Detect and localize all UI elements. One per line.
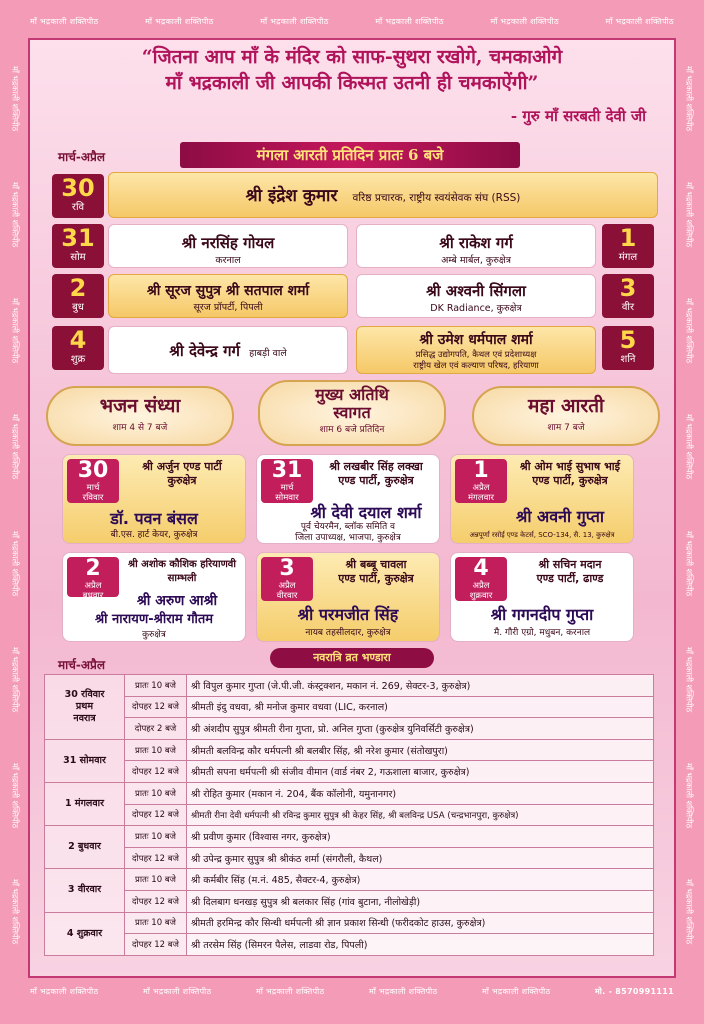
party-name: श्री लखबीर सिंह लक्खा: [329, 460, 423, 473]
border-text: माँ भद्रकाली शक्तिपीठ: [260, 16, 329, 26]
date-badge: [52, 326, 104, 370]
bhajan-card: [256, 552, 440, 642]
time-cell: दोपहर 12 बजे: [125, 696, 187, 718]
sponsor-cell: श्रीमती रीना देवी धर्मपत्नी श्री रविन्द्र कुमार सुपुत्र श्री केहर सिंह, श्री बलविन्द्र USA (चन्द्रभानपुरा, कुरुक्षेत्र): [187, 804, 654, 826]
speaker-name: श्री राकेश गर्ग: [439, 234, 513, 252]
border-text: माँ भद्रकाली शक्तिपीठ: [10, 181, 20, 247]
card-date-number: 4: [473, 556, 489, 581]
card-date-month: अप्रैल: [472, 581, 490, 591]
border-text: माँ भद्रकाली शक्तिपीठ: [30, 16, 99, 26]
sponsor-cell: श्रीमती इंदु वधवा, श्री मनोज कुमार वधवा (LIC, करनाल): [187, 696, 654, 718]
card-guest-sub: बी.एस. हार्ट केयर, कुरुक्षेत्र: [110, 530, 198, 540]
speaker-sub: राष्ट्रीय खेल एवं कल्याण परिषद, हरियाणा: [413, 361, 539, 371]
date-badge: [602, 274, 654, 318]
time-cell: दोपहर 12 बजे: [125, 847, 187, 869]
speaker-sub: अम्बे मार्बल, कुरुक्षेत्र: [441, 255, 511, 266]
date-day: सोम: [70, 252, 86, 263]
card-date-month: अप्रैल: [84, 581, 102, 591]
card-date-number: 31: [271, 458, 303, 483]
card-date-day: रविवार: [82, 493, 104, 503]
card-date-number: 30: [77, 458, 109, 483]
banner-maha-aarti: [472, 386, 660, 446]
bhandara-table: [44, 674, 654, 956]
border-text: माँ भद्रकाली शक्तिपीठ: [684, 181, 694, 247]
card-guest-2: श्री नारायण-श्रीराम गौतम: [94, 612, 214, 627]
border-text: माँ भद्रकाली शक्तिपीठ: [684, 530, 694, 596]
day-cell: [45, 675, 125, 740]
aarti-speaker-card: [356, 274, 596, 318]
table-row: [45, 847, 654, 869]
card-date-number: 1: [473, 458, 489, 483]
card-guest-sub: मै. गौरी एग्रो, मधुबन, करनाल: [493, 628, 591, 638]
speaker-sub: प्रसिद्ध उद्योगपति, कैथल एवं प्रदेशाध्यक्ष: [415, 350, 537, 360]
card-guest: श्री परमजीत सिंह: [297, 605, 399, 624]
border-text: माँ भद्रकाली शक्तिपीठ: [10, 414, 20, 480]
quote-author: - गुरु माँ सरबती देवी जी: [510, 107, 646, 125]
date-number: 31: [61, 224, 95, 252]
card-date-month: अप्रैल: [278, 581, 296, 591]
day-label: 30 रविवार: [64, 688, 105, 700]
bhajan-card: [450, 454, 634, 544]
card-guest: श्री गगनदीप गुप्ता: [490, 605, 594, 624]
card-date-day: मंगलवार: [467, 493, 495, 503]
bhajan-card: [62, 454, 246, 544]
table-row: [45, 804, 654, 826]
date-number: 1: [619, 224, 637, 252]
banner-sub: शाम 7 बजे: [547, 423, 585, 433]
border-text: माँ भद्रकाली शक्तिपीठ: [684, 298, 694, 364]
navratri-month-label: मार्च-अप्रैल: [58, 658, 106, 672]
banner-title: मुख्य अतिथि: [315, 385, 389, 404]
speaker-name: श्री देवेन्द्र गर्ग: [169, 342, 240, 360]
speaker-name: श्री उमेश धर्मपाल शर्मा: [419, 332, 533, 348]
party-place: एण्ड पार्टी, कुरुक्षेत्र: [338, 572, 414, 585]
date-badge: [602, 224, 654, 268]
table-row: [45, 826, 654, 848]
party-place: एण्ड पार्टी, ढाण्ड: [536, 572, 604, 585]
date-day: शुक्र: [70, 354, 86, 365]
quote: [40, 44, 664, 96]
aarti-speaker-card: [356, 224, 596, 268]
speaker-name: श्री सूरज सुपुत्र श्री सतपाल शर्मा: [146, 283, 310, 299]
card-date-badge: [67, 459, 119, 503]
card-guest: श्री देवी दयाल शर्मा: [310, 503, 422, 522]
border-text: माँ भद्रकाली शक्तिपीठ: [375, 16, 444, 26]
card-date-day: वीरवार: [276, 591, 298, 601]
card-date-day: बुधवार: [82, 591, 104, 601]
date-day: शनि: [620, 354, 636, 365]
party-place: एण्ड पार्टी, कुरुक्षेत्र: [338, 474, 414, 487]
party-name: श्री अशोक कौशिक हरियाणवी: [128, 559, 236, 570]
phone-number: मो. - 8570991111: [595, 986, 674, 996]
banner-sub: शाम 6 बजे प्रतिदिन: [319, 425, 385, 435]
bhajan-card: [256, 454, 440, 544]
card-date-month: मार्च: [280, 483, 294, 493]
card-date-badge: [261, 557, 313, 601]
sponsor-cell: श्री उपेन्द्र कुमार सुपुत्र श्री श्रीकंठ शर्मा (संगरौली, कैथल): [187, 847, 654, 869]
date-badge: [52, 274, 104, 318]
card-date-number: 2: [85, 556, 101, 581]
speaker-sub: DK Radiance, कुरुक्षेत्र: [430, 303, 522, 314]
sponsor-cell: श्री प्रवीण कुमार (विश्वास नगर, कुरुक्षेत्र): [187, 826, 654, 848]
table-row: [45, 739, 654, 761]
date-number: 30: [61, 174, 95, 202]
border-text: माँ भद्रकाली शक्तिपीठ: [256, 986, 325, 996]
table-row: [45, 912, 654, 934]
time-cell: प्रातः 10 बजे: [125, 912, 187, 934]
time-cell: दोपहर 12 बजे: [125, 934, 187, 956]
card-guest-sub: जिला उपाध्यक्ष, भाजपा, कुरुक्षेत्र: [295, 533, 401, 543]
aarti-speaker-card: [108, 274, 348, 318]
party-name: श्री बब्बू चावला: [345, 558, 407, 571]
table-row: [45, 696, 654, 718]
aarti-ribbon: मंगला आरती प्रतिदिन प्रातः 6 बजे: [180, 142, 520, 168]
card-guest-sub: कुरुक्षेत्र: [142, 630, 166, 640]
border-text: माँ भद्रकाली शक्तिपीठ: [369, 986, 438, 996]
time-cell: प्रातः 10 बजे: [125, 739, 187, 761]
speaker-name: श्री नरसिंह गोयल: [181, 234, 275, 252]
border-text: माँ भद्रकाली शक्तिपीठ: [10, 65, 20, 131]
card-guest: श्री अरुण आश्री: [136, 593, 218, 609]
day-cell: 3 वीरवार: [45, 869, 125, 912]
party-name: श्री अर्जुन एण्ड पार्टी: [142, 460, 222, 473]
banner-title: भजन संध्या: [99, 395, 181, 417]
table-row: [45, 869, 654, 891]
date-number: 2: [69, 274, 87, 302]
date-badge: [602, 326, 654, 370]
sponsor-cell: श्री कर्मबीर सिंह (म.नं. 485, सैक्टर-4, कुरुक्षेत्र): [187, 869, 654, 891]
aarti-month-label: मार्च-अप्रैल: [58, 150, 106, 164]
time-cell: प्रातः 10 बजे: [125, 782, 187, 804]
time-cell: दोपहर 12 बजे: [125, 890, 187, 912]
card-guest-sub: नायब तहसीलदार, कुरुक्षेत्र: [305, 628, 391, 638]
card-party: [319, 558, 433, 586]
border-text: माँ भद्रकाली शक्तिपीठ: [684, 414, 694, 480]
border-text: माँ भद्रकाली शक्तिपीठ: [10, 298, 20, 364]
border-text: माँ भद्रकाली शक्तिपीठ: [684, 646, 694, 712]
card-date-month: मार्च: [86, 483, 100, 493]
party-place: कुरुक्षेत्र: [167, 474, 197, 487]
card-party: [513, 460, 627, 488]
card-guest: श्री अवनी गुप्ता: [516, 507, 604, 526]
date-number: 5: [619, 326, 637, 354]
speaker-sub: वरिष्ठ प्रचारक, राष्ट्रीय स्वयंसेवक संघ (RSS): [352, 192, 521, 204]
card-date-badge: [455, 557, 507, 601]
event-banners: [40, 386, 664, 454]
sponsor-cell: श्री अंशदीप सुपुत्र श्रीमती रीना गुप्ता, प्रो. अनिल गुप्ता (कुरुक्षेत्र युनिवर्सिटी कुरुक्षेत्र): [187, 718, 654, 740]
card-party: [319, 460, 433, 488]
time-cell: दोपहर 12 बजे: [125, 804, 187, 826]
time-cell: दोपहर 2 बजे: [125, 718, 187, 740]
table-row: [45, 675, 654, 697]
border-text: माँ भद्रकाली शक्तिपीठ: [684, 65, 694, 131]
party-name: श्री ओम भाई सुभाष भाई: [519, 460, 621, 473]
banner-sub: शाम 4 से 7 बजे: [112, 423, 168, 433]
date-number: 3: [619, 274, 637, 302]
border-text: माँ भद्रकाली शक्तिपीठ: [482, 986, 551, 996]
sponsor-cell: श्री तरसेम सिंह (सिमरन पैलेस, लाडवा रोड, पिपली): [187, 934, 654, 956]
border-text: माँ भद्रकाली शक्तिपीठ: [490, 16, 559, 26]
card-party: [125, 460, 239, 488]
day-cell: 2 बुधवार: [45, 826, 125, 869]
card-date-badge: [455, 459, 507, 503]
card-date-number: 3: [279, 556, 295, 581]
date-day: मंगल: [618, 252, 638, 263]
banner-chief-guest: [258, 380, 446, 446]
quote-line-2: माँ भद्रकाली जी आपकी किस्मत उतनी ही चमकाऐंगी”: [165, 72, 539, 94]
sponsor-cell: श्री विपुल कुमार गुप्ता (जे.पी.जी. कंस्ट्रक्शन, मकान नं. 269, सेक्टर-3, कुरुक्षेत्र): [187, 675, 654, 697]
border-text: माँ भद्रकाली शक्तिपीठ: [605, 16, 674, 26]
day-cell: 31 सोमवार: [45, 739, 125, 782]
date-day: रवि: [71, 202, 85, 213]
party-name: श्री सचिन मदान: [538, 558, 602, 571]
border-text: माँ भद्रकाली शक्तिपीठ: [684, 879, 694, 945]
card-date-badge: [67, 556, 119, 601]
border-text: माँ भद्रकाली शक्तिपीठ: [10, 763, 20, 829]
speaker-sub: करनाल: [215, 255, 241, 266]
speaker-name: श्री अश्वनी सिंगला: [426, 282, 526, 300]
time-cell: प्रातः 10 बजे: [125, 826, 187, 848]
party-place: साम्भली: [167, 573, 197, 584]
table-row: [45, 718, 654, 740]
card-guest: डॉ. पवन बंसल: [110, 509, 198, 528]
bhajan-card: [62, 552, 246, 642]
right-border-strip: [676, 40, 702, 970]
time-cell: प्रातः 10 बजे: [125, 869, 187, 891]
card-date-day: शुक्रवार: [469, 591, 493, 601]
sponsor-cell: श्री दिलबाग धनखड़ सुपुत्र श्री बलकार सिंह (गांव बुटाना, नीलोखेड़ी): [187, 890, 654, 912]
date-day: बुध: [72, 302, 84, 313]
border-text: माँ भद्रकाली शक्तिपीठ: [10, 646, 20, 712]
day-label: नवरात्र: [73, 712, 96, 724]
sponsor-cell: श्री रोहित कुमार (मकान नं. 204, बैंक कॉलोनी, यमुनानगर): [187, 782, 654, 804]
party-place: एण्ड पार्टी, कुरुक्षेत्र: [532, 474, 608, 487]
card-guest-sub: अन्नपूर्णा रसोई एण्ड केटर्स, SCO-134, सै. 13, कुरुक्षेत्र: [469, 531, 615, 539]
border-text: माँ भद्रकाली शक्तिपीठ: [145, 16, 214, 26]
card-date-day: सोमवार: [275, 493, 299, 503]
border-text: माँ भद्रकाली शक्तिपीठ: [143, 986, 212, 996]
card-party: [125, 558, 239, 586]
navratri-title: नवरात्रि व्रत भण्डारा: [270, 648, 434, 668]
speaker-sub: सूरज प्रॉपर्टी, पिपली: [193, 302, 263, 313]
banner-title: स्वागत: [333, 403, 371, 422]
sponsor-cell: श्रीमती सपना धर्मपत्नी श्री संजीव वीमान (वार्ड नंबर 2, गऊशाला बाजार, कुरुक्षेत्र): [187, 761, 654, 783]
sponsor-cell: श्रीमती बलविन्द्र कौर धर्मपत्नी श्री बलबीर सिंह, श्री नरेश कुमार (संतोखपुरा): [187, 739, 654, 761]
banner-title: महा आरती: [528, 395, 604, 417]
card-party: [513, 558, 627, 586]
top-border-strip: [30, 6, 674, 36]
aarti-speaker-card: [356, 326, 596, 374]
date-day: वीर: [621, 302, 635, 313]
time-cell: प्रातः 10 बजे: [125, 675, 187, 697]
day-cell: 1 मंगलवार: [45, 782, 125, 825]
card-date-month: अप्रैल: [472, 483, 490, 493]
day-label: प्रथम: [75, 700, 94, 712]
card-date-badge: [261, 459, 313, 503]
date-badge: [52, 174, 104, 218]
border-text: माँ भद्रकाली शक्तिपीठ: [684, 763, 694, 829]
time-cell: दोपहर 12 बजे: [125, 761, 187, 783]
date-number: 4: [69, 326, 87, 354]
bottom-border-strip: [30, 976, 674, 1006]
border-text: माँ भद्रकाली शक्तिपीठ: [10, 530, 20, 596]
left-border-strip: [2, 40, 28, 970]
card-guest-sub: पूर्व चेयरमैन, ब्लॉक समिति व: [300, 522, 396, 532]
aarti-speaker-card: [108, 326, 348, 374]
aarti-speaker-card: [108, 172, 658, 218]
aarti-speaker-card: [108, 224, 348, 268]
table-row: [45, 890, 654, 912]
table-row: [45, 782, 654, 804]
speaker-name: श्री इंद्रेश कुमार: [245, 186, 338, 206]
quote-line-1: “जितना आप माँ के मंदिर को साफ-सुथरा रखोगे, चमकाओगे: [141, 46, 563, 68]
bhajan-card: [450, 552, 634, 642]
banner-bhajan-sandhya: [46, 386, 234, 446]
border-text: माँ भद्रकाली शक्तिपीठ: [10, 879, 20, 945]
sponsor-cell: श्रीमती हरमिन्द्र कौर सिन्धी धर्मपत्नी श्री ज्ञान प्रकाश सिन्धी (फरीदकोट हाउस, कुरुक्षेत्र): [187, 912, 654, 934]
speaker-sub: हाबड़ी वाले: [249, 348, 287, 359]
table-row: [45, 934, 654, 956]
date-badge: [52, 224, 104, 268]
border-text: माँ भद्रकाली शक्तिपीठ: [30, 986, 99, 996]
table-row: [45, 761, 654, 783]
day-cell: 4 शुक्रवार: [45, 912, 125, 955]
